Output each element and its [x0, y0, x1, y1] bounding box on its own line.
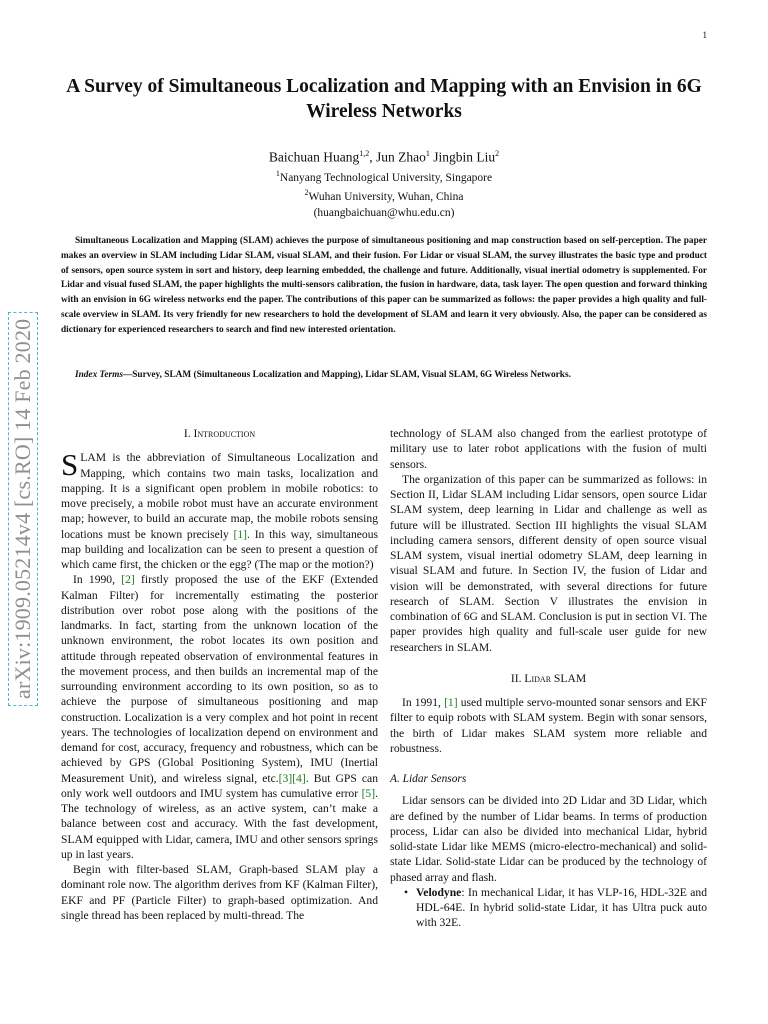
page-number: 1: [702, 30, 707, 40]
drop-cap: S: [61, 447, 79, 483]
citation-link[interactable]: [4]: [292, 771, 306, 785]
section-heading-introduction: I. Introduction: [183, 427, 256, 440]
sensor-list: [390, 885, 707, 931]
intro-paragraph-3: Begin with filter-based SLAM, Graph-based SLAM play a dominant role now. The algorithm derives from KF (Kalman Filter), EKF and PF (Particle Filter) to graph-based optimization. And single thread has been replaced by multi-thread. The: [61, 863, 378, 922]
intro-paragraph-3-continued: technology of SLAM also changed from the earliest prototype of military use to later robot applications with the fusion of multi sensors.: [390, 427, 707, 471]
subsection-heading-lidar-sensors: A. Lidar Sensors: [390, 773, 467, 785]
citation-link[interactable]: [5]: [361, 786, 376, 800]
abstract: Simultaneous Localization and Mapping (SLAM) achieves the purpose of simultaneous positioning and map construction based on self-perception. The paper makes an overview in SLAM including Lidar SLAM, visual SLAM, and their fusion. For Lidar or visual SLAM, the survey illustrates the basic type and product of sensors, open source system in sort and history, deep learning embedded, the challenge and future. Additionally, visual inertial odometry is supplemented. For Lidar and visual fused SLAM, the paper highlights the multi-sensors calibration, the fusion in hardware, data, task layer. The open question and forward thinking with an envision in 6G wireless networks end the paper. The contributions of this paper can be summarized as follows: the paper provides a high quality and full-scale overview in SLAM. Its very friendly for new researchers to hold the development of SLAM and learn it very obviously. Also, the paper can be considered as dictionary for experienced researchers to search and find new interested orientation.: [61, 236, 707, 335]
lidar-paragraph-2: Lidar sensors can be divided into 2D Lidar and 3D Lidar, which are defined by the number of Lidar beams. In terms of production process, Lidar can also be divided into mechanical Lidar, hybrid solid-state Lidar like MEMS (micro-electro-mechanical) and solid-state Lidar. Solid-state Lidar can be produced by the technology of phased array and flash.: [390, 794, 707, 884]
section-heading-lidar-slam: II. Lidar SLAM: [510, 671, 587, 685]
intro-paragraph-4: The organization of this paper can be summarized as follows: in Section II, Lidar SLAM including Lidar sensors, open source Lidar SLAM system, deep learning in Lidar and challenge as well as future will be illustrated. Section III highlights the visual SLAM including camera sensors, different density of open source visual SLAM system, visual inertial odometry SLAM, deep learning in visual SLAM and future. In Section IV, the fusion of Lidar and vision will be demonstrated, with several directions for future research of SLAM. Section V illustrates the envision in combination of 6G and SLAM. Conclusion is put in section VI. The paper provides high quality and full-scale user guide for new researchers in SLAM.: [390, 472, 707, 654]
author-block: [60, 146, 708, 221]
affiliation-2: $^2$Wuhan University, Wuhan, China: [304, 188, 464, 204]
right-column: [390, 426, 707, 931]
citation-link[interactable]: [2]: [121, 573, 135, 587]
intro-paragraph-1: SLAM is the abbreviation of Simultaneous Localization and Mapping, which contains two main tasks, localization and mapping. It is a significant open problem in mobile robotics: to move precisely, a mobile robot must have an accurate environment map; however, to build an accurate map, the mobile robots sensing locations must be known precisely [1]. In this way, simultaneous map building and localization can be seen to present a question of which came first, the chicken or the egg? (The map or the motion?): [61, 447, 379, 571]
author-email: (huangbaichuan@whu.edu.cn): [313, 207, 455, 220]
citation-link[interactable]: [3]: [278, 771, 293, 785]
paper-title: A Survey of Simultaneous Localization and Mapping with an Envision in 6G Wireless Networks: [66, 76, 702, 122]
intro-paragraph-2: In 1990, [2] firstly proposed the use of the EKF (Extended Kalman Filter) for incrementally estimating the posterior distribution over robot pose along with the positions of the landmarks. In fact, starting from the unknown location of the unknown environment, the robot locates its own position and attitude through repeated observation of environmental features in the movement process, and then builds an incremental map of the surrounding environment according to its own position, so as to achieve the purpose of simultaneous positioning and map construction. Localization is a very complex and hot point in recent years. The technologies of localization depend on environment and demand for cost, accuracy, frequency and robustness, which can be achieved by GPS (Global Positioning System), IMU (Inertial Measurement Unit), and wireless signal, etc.[3][4]. But GPS can only work well outdoors and IMU system has cumulative error [5]. The technology of wireless, as an active system, can’t make a balance between cost and accuracy. With the fast development, SLAM equipped with Lidar, camera, IMU and other sensors springs up in last years.: [61, 573, 378, 861]
lidar-paragraph-1: In 1991, [1] used multiple servo-mounted sonar sensors and EKF filter to equip robots with SLAM system. Begin with sonar sensors, the birth of Lidar makes SLAM system more reliable and robustness.: [390, 696, 707, 755]
list-item: • Velodyne: In mechanical Lidar, it has VLP-16, HDL-32E and HDL-64E. In hybrid solid-state Lidar, it has Ultra puck auto with 32E.: [416, 885, 707, 931]
affiliation-1: $^1$Nanyang Technological University, Singapore: [275, 168, 493, 184]
citation-link[interactable]: [1]: [233, 527, 248, 541]
arxiv-stamp: arXiv:1909.05214v4 [cs.RO] 14 Feb 2020: [8, 312, 38, 706]
index-terms: [61, 370, 707, 380]
citation-link[interactable]: [1]: [444, 696, 458, 709]
index-terms-text: —Survey, SLAM (Simultaneous Localization and Mapping), Lidar SLAM, Visual SLAM, 6G Wireless Networks.: [122, 370, 571, 380]
left-column: [61, 426, 378, 923]
index-terms-label: Index Terms: [75, 370, 123, 380]
author-names: Baichuan Huang$^{1,2}$, Jun Zhao$^1$ Jingbin Liu$^2$: [268, 149, 500, 165]
